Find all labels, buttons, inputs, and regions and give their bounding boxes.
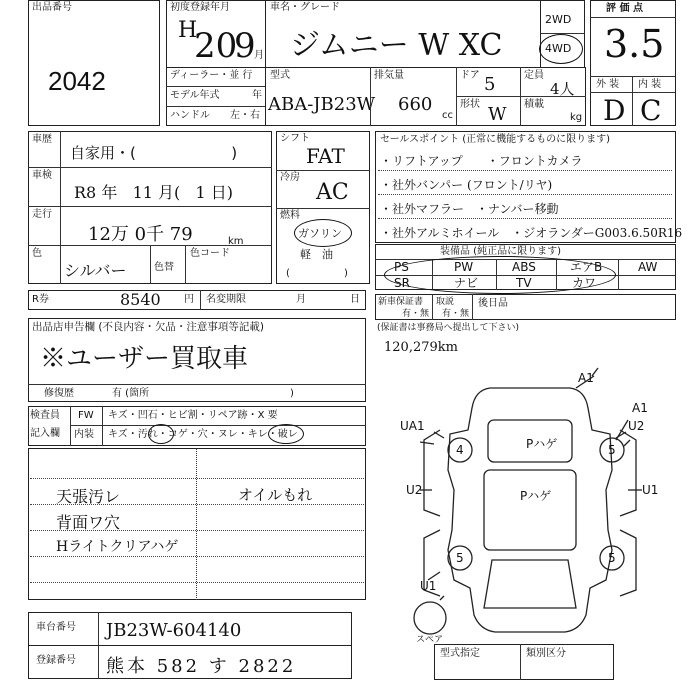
aircon-label: 冷房 (280, 172, 300, 183)
type-label: 型式指定 (440, 648, 480, 659)
report-value: ※ユーザー買取車 (40, 344, 249, 374)
note-line-1: 天張汚レ (56, 487, 121, 506)
lot-label: 出品番号 (32, 2, 72, 13)
drive-4wd-circle (539, 34, 583, 64)
model-year-label: モデル年式 (170, 90, 220, 101)
handle-options: 左・右 (230, 110, 260, 121)
color-value: シルバー (64, 261, 127, 280)
dealer-label: ディーラー・並 行 (170, 70, 253, 81)
manual-options: 有・無 (442, 309, 470, 319)
checker-in-items: キズ・汚れ・コゲ・穴・ヌレ・キレ・破レ (108, 429, 298, 440)
report-label: 出品店申告欄 (不良内容・欠品・注意事項等記載) (32, 321, 265, 333)
spec-type-label: 型式 (270, 70, 290, 81)
repair-value: 有 (箇所 (112, 388, 150, 399)
score-label: 評 価 点 (606, 3, 643, 14)
color-code-label: 色コード (190, 248, 230, 259)
model-name-value: ジムニー W XC (290, 28, 503, 63)
spec-shape-label: 形状 (460, 99, 480, 110)
fuel-gasoline-circle (294, 219, 352, 247)
warranty-options: 有・無 (402, 309, 430, 319)
lot-box (28, 0, 160, 126)
fuel-label: 燃料 (280, 210, 300, 221)
equipment-label: 装備品 (純正品に限ります) (440, 246, 561, 257)
checker-fw-label: FW (78, 410, 94, 421)
model-year-unit: 年 (252, 90, 262, 101)
mileage-unit: km (228, 236, 244, 247)
inspection-value: R8 年 11 月( 1 日) (74, 183, 234, 202)
warranty-label: 新車保証書 (378, 297, 424, 307)
diag-hood: Pハゲ (520, 489, 552, 503)
history-value: 自家用・( ) (70, 144, 238, 162)
spec-displacement-value: 660 (398, 94, 433, 115)
repair-label: 修復歴 (44, 388, 74, 399)
sales-point-3: ・社外マフラー ・ナンバー移動 (380, 202, 559, 216)
registration-month: 9 (234, 26, 256, 66)
tire-2: 5 (608, 443, 616, 457)
plate-label: 登録番号 (36, 655, 76, 666)
color-change-label: 色替 (154, 262, 174, 273)
diag-mark-3: U2 (628, 419, 645, 433)
recycle-label: R券 (32, 294, 49, 305)
equip-abs: ABS (512, 260, 536, 274)
note-line-3: Hライトクリアハゲ (56, 539, 179, 555)
sales-points-label: セールスポイント (正常に機能するものに限ります) (380, 134, 611, 145)
checker-fw-items: キズ・凹石・ヒビ割・リペア跡・X 要 (108, 410, 278, 421)
note-right: オイルもれ (238, 486, 313, 504)
equip-cam: カワ (572, 276, 597, 290)
score-value: 3.5 (604, 22, 665, 66)
chassis-label: 車台番号 (36, 622, 76, 633)
recycle-day: 日 (350, 294, 360, 305)
registration-label: 初度登録年月 (170, 2, 230, 13)
car-diagram (380, 360, 680, 650)
inspection-label: 車検 (32, 170, 52, 181)
diag-mark-2: A1 (632, 401, 648, 415)
drive-2wd: 2WD (545, 13, 572, 26)
registration-month-unit: 月 (254, 50, 264, 61)
registration-year: 20 (194, 26, 238, 66)
checker-label-1: 検査員 (30, 410, 60, 421)
equip-pw: PW (454, 260, 474, 274)
recycle-month: 月 (296, 294, 306, 305)
shift-label: シフト (280, 133, 310, 144)
diag-mark-4: UA1 (400, 419, 425, 433)
history-label: 車歴 (32, 134, 52, 145)
sales-point-4: ・社外アルミホイール ・ジオランダーG003.6.50R16 (380, 226, 683, 240)
tire-4: 5 (608, 551, 616, 565)
sales-point-2: ・社外バンパー (フロント/リヤ) (380, 178, 553, 192)
warranty-note: (保証書は事務局へ提出して下さい) (377, 323, 520, 333)
mileage-label: 走行 (32, 209, 52, 220)
lot-number: 2042 (48, 66, 106, 96)
tire-1: 4 (456, 443, 464, 457)
spec-shape-value: W (488, 104, 507, 125)
registration-era: H (178, 18, 198, 43)
equip-airbag: エアB (570, 260, 603, 274)
chassis-value: JB23W-604140 (106, 620, 242, 641)
checker-in-label: 内装 (74, 429, 94, 440)
spec-capacity-value: 4人 (550, 80, 575, 98)
plate-value: 熊本 582 す 2822 (106, 656, 297, 677)
shift-value: FAT (306, 144, 345, 168)
spec-type-value: ABA-JB23W (268, 94, 376, 115)
odometer-note: 120,279km (384, 340, 458, 355)
color-label: 色 (32, 248, 42, 259)
score-interior-label: 内 装 (638, 79, 662, 90)
diag-roof: Pハゲ (526, 437, 558, 451)
spare-label: スペア (416, 635, 444, 645)
diag-mark-1: A1 (578, 371, 594, 385)
recycle-value: 8540 (120, 290, 161, 309)
equip-circles (384, 256, 616, 294)
fuel-gasoline: ガソリン (298, 227, 342, 240)
drive-4wd: 4WD (545, 42, 572, 55)
equip-tv: TV (516, 276, 532, 290)
spec-door-value: 5 (484, 74, 496, 95)
diag-mark-7: U1 (420, 579, 437, 593)
sales-point-1: ・リフトアップ ・フロントカメラ (380, 154, 583, 168)
note-line-2: 背面ワ穴 (56, 513, 121, 532)
spec-capacity-label: 定員 (524, 70, 544, 81)
spec-door-label: ドア (460, 70, 480, 81)
fuel-diesel: 軽 油 (300, 248, 333, 261)
spec-load-unit: kg (570, 112, 583, 123)
score-exterior: D (603, 94, 626, 127)
equip-ps: PS (394, 260, 409, 274)
equip-navi: ナビ (454, 276, 479, 290)
handle-label: ハンドル (170, 110, 210, 121)
score-exterior-label: 外 装 (596, 79, 620, 90)
equip-sr: SR (394, 276, 410, 290)
recycle-unit: 円 (184, 294, 194, 305)
spec-displacement-unit: cc (442, 110, 453, 121)
score-interior: C (640, 94, 662, 127)
spec-displacement-label: 排気量 (374, 70, 404, 81)
fuel-paren: ( ) (286, 268, 348, 279)
equip-aw: AW (638, 260, 658, 274)
manual-label: 取説 (436, 297, 455, 307)
tire-3: 5 (456, 551, 464, 565)
model-name-label: 車名・グレード (270, 2, 340, 13)
diag-mark-5: U2 (406, 483, 423, 497)
after-label: 後日品 (478, 298, 508, 309)
mileage-value: 12万 0千 79 (88, 224, 193, 245)
class-label: 類別区分 (526, 648, 566, 659)
aircon-value: AC (316, 180, 349, 205)
recycle-change-label: 名変期限 (206, 294, 246, 305)
diag-mark-6: U1 (642, 483, 659, 497)
recycle-box (28, 290, 366, 310)
spec-load-label: 積載 (524, 99, 544, 110)
checker-label-2: 記入欄 (30, 428, 60, 439)
